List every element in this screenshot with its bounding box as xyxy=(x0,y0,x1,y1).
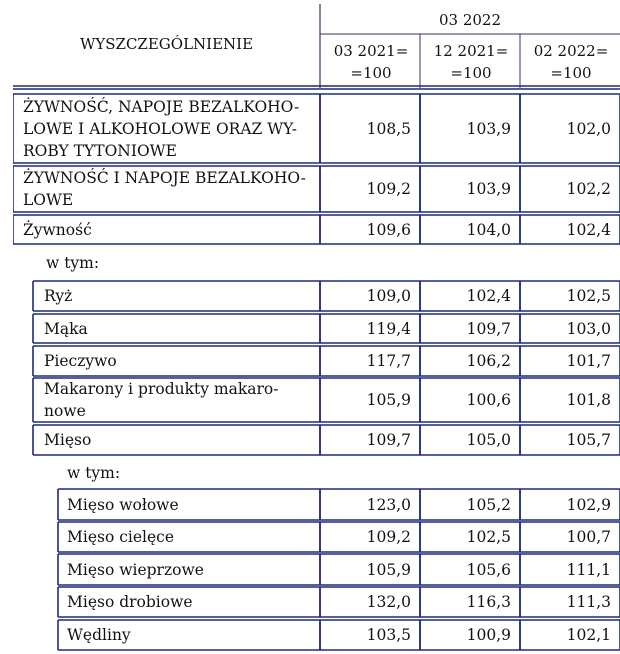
cell-value: 102,9 xyxy=(566,496,611,514)
row-label: Mięso drobiowe xyxy=(67,593,193,611)
cell-value: 111,1 xyxy=(566,561,611,579)
price-index-table xyxy=(13,0,620,654)
cell-value: 102,5 xyxy=(566,287,611,305)
cell-value: 116,3 xyxy=(466,593,511,611)
column-header-1-line2: =100 xyxy=(350,64,392,82)
row-label: Wędliny xyxy=(67,626,131,644)
cell-value: 103,9 xyxy=(466,120,511,138)
column-header-period: 03 2022 xyxy=(438,11,502,29)
cell-value: 103,5 xyxy=(366,626,411,644)
row-label: Pieczywo xyxy=(44,352,117,370)
cell-value: 109,6 xyxy=(366,221,411,239)
cell-value: 105,7 xyxy=(566,431,611,449)
cell-value: 102,0 xyxy=(566,120,611,138)
row-label: Mąka xyxy=(44,320,88,338)
row-label: w tym: xyxy=(67,464,121,482)
cell-value: 109,2 xyxy=(366,528,411,546)
cell-value: 105,0 xyxy=(466,431,511,449)
cell-value: 101,7 xyxy=(566,352,611,370)
cell-value: 103,0 xyxy=(566,320,611,338)
cell-value: 108,5 xyxy=(366,120,411,138)
cell-value: 109,7 xyxy=(366,431,411,449)
column-header-3-line1: 02 2022= xyxy=(533,42,609,60)
cell-value: 105,9 xyxy=(366,391,411,409)
column-header-title: WYSZCZEGÓLNIENIE xyxy=(79,35,254,53)
cell-value: 105,9 xyxy=(366,561,411,579)
row-label: ŻYWNOŚĆ I NAPOJE BEZALKOHO- xyxy=(23,169,306,187)
row-label: Mięso xyxy=(44,431,92,449)
row-label: Żywność xyxy=(23,221,92,239)
row-label: Makarony i produkty makaro- xyxy=(44,380,279,398)
row-label: w tym: xyxy=(46,254,100,272)
row-label: LOWE I ALKOHOLOWE ORAZ WY- xyxy=(23,120,297,138)
cell-value: 123,0 xyxy=(366,496,411,514)
cell-value: 103,9 xyxy=(466,180,511,198)
column-header-2-line1: 12 2021= xyxy=(433,42,509,60)
row-label: Mięso cielęce xyxy=(67,528,175,546)
cell-value: 109,7 xyxy=(466,320,511,338)
row-label: Ryż xyxy=(44,287,73,305)
column-header-3-line2: =100 xyxy=(550,64,592,82)
row-label: LOWE xyxy=(23,191,74,209)
cell-value: 102,2 xyxy=(566,180,611,198)
row-label: ROBY TYTONIOWE xyxy=(23,142,177,160)
cell-value: 102,1 xyxy=(566,626,611,644)
cell-value: 102,4 xyxy=(566,221,611,239)
cell-value: 109,0 xyxy=(366,287,411,305)
row-label: Mięso wieprzowe xyxy=(67,561,204,579)
cell-value: 105,2 xyxy=(466,496,511,514)
cell-value: 109,2 xyxy=(366,180,411,198)
cell-value: 104,0 xyxy=(466,221,511,239)
cell-value: 111,3 xyxy=(566,593,611,611)
row-label: Mięso wołowe xyxy=(67,496,179,514)
row-label: nowe xyxy=(44,402,86,420)
cell-value: 132,0 xyxy=(366,593,411,611)
cell-value: 117,7 xyxy=(366,352,411,370)
column-header-1-line1: 03 2021= xyxy=(333,42,409,60)
cell-value: 102,4 xyxy=(466,287,511,305)
cell-value: 105,6 xyxy=(466,561,511,579)
cell-value: 106,2 xyxy=(466,352,511,370)
cell-value: 102,5 xyxy=(466,528,511,546)
cell-value: 100,9 xyxy=(466,626,511,644)
cell-value: 100,6 xyxy=(466,391,511,409)
row-label: ŻYWNOŚĆ, NAPOJE BEZALKOHO- xyxy=(23,98,300,116)
cell-value: 119,4 xyxy=(366,320,411,338)
column-header-2-line2: =100 xyxy=(450,64,492,82)
cell-value: 101,8 xyxy=(566,391,611,409)
cell-value: 100,7 xyxy=(566,528,611,546)
